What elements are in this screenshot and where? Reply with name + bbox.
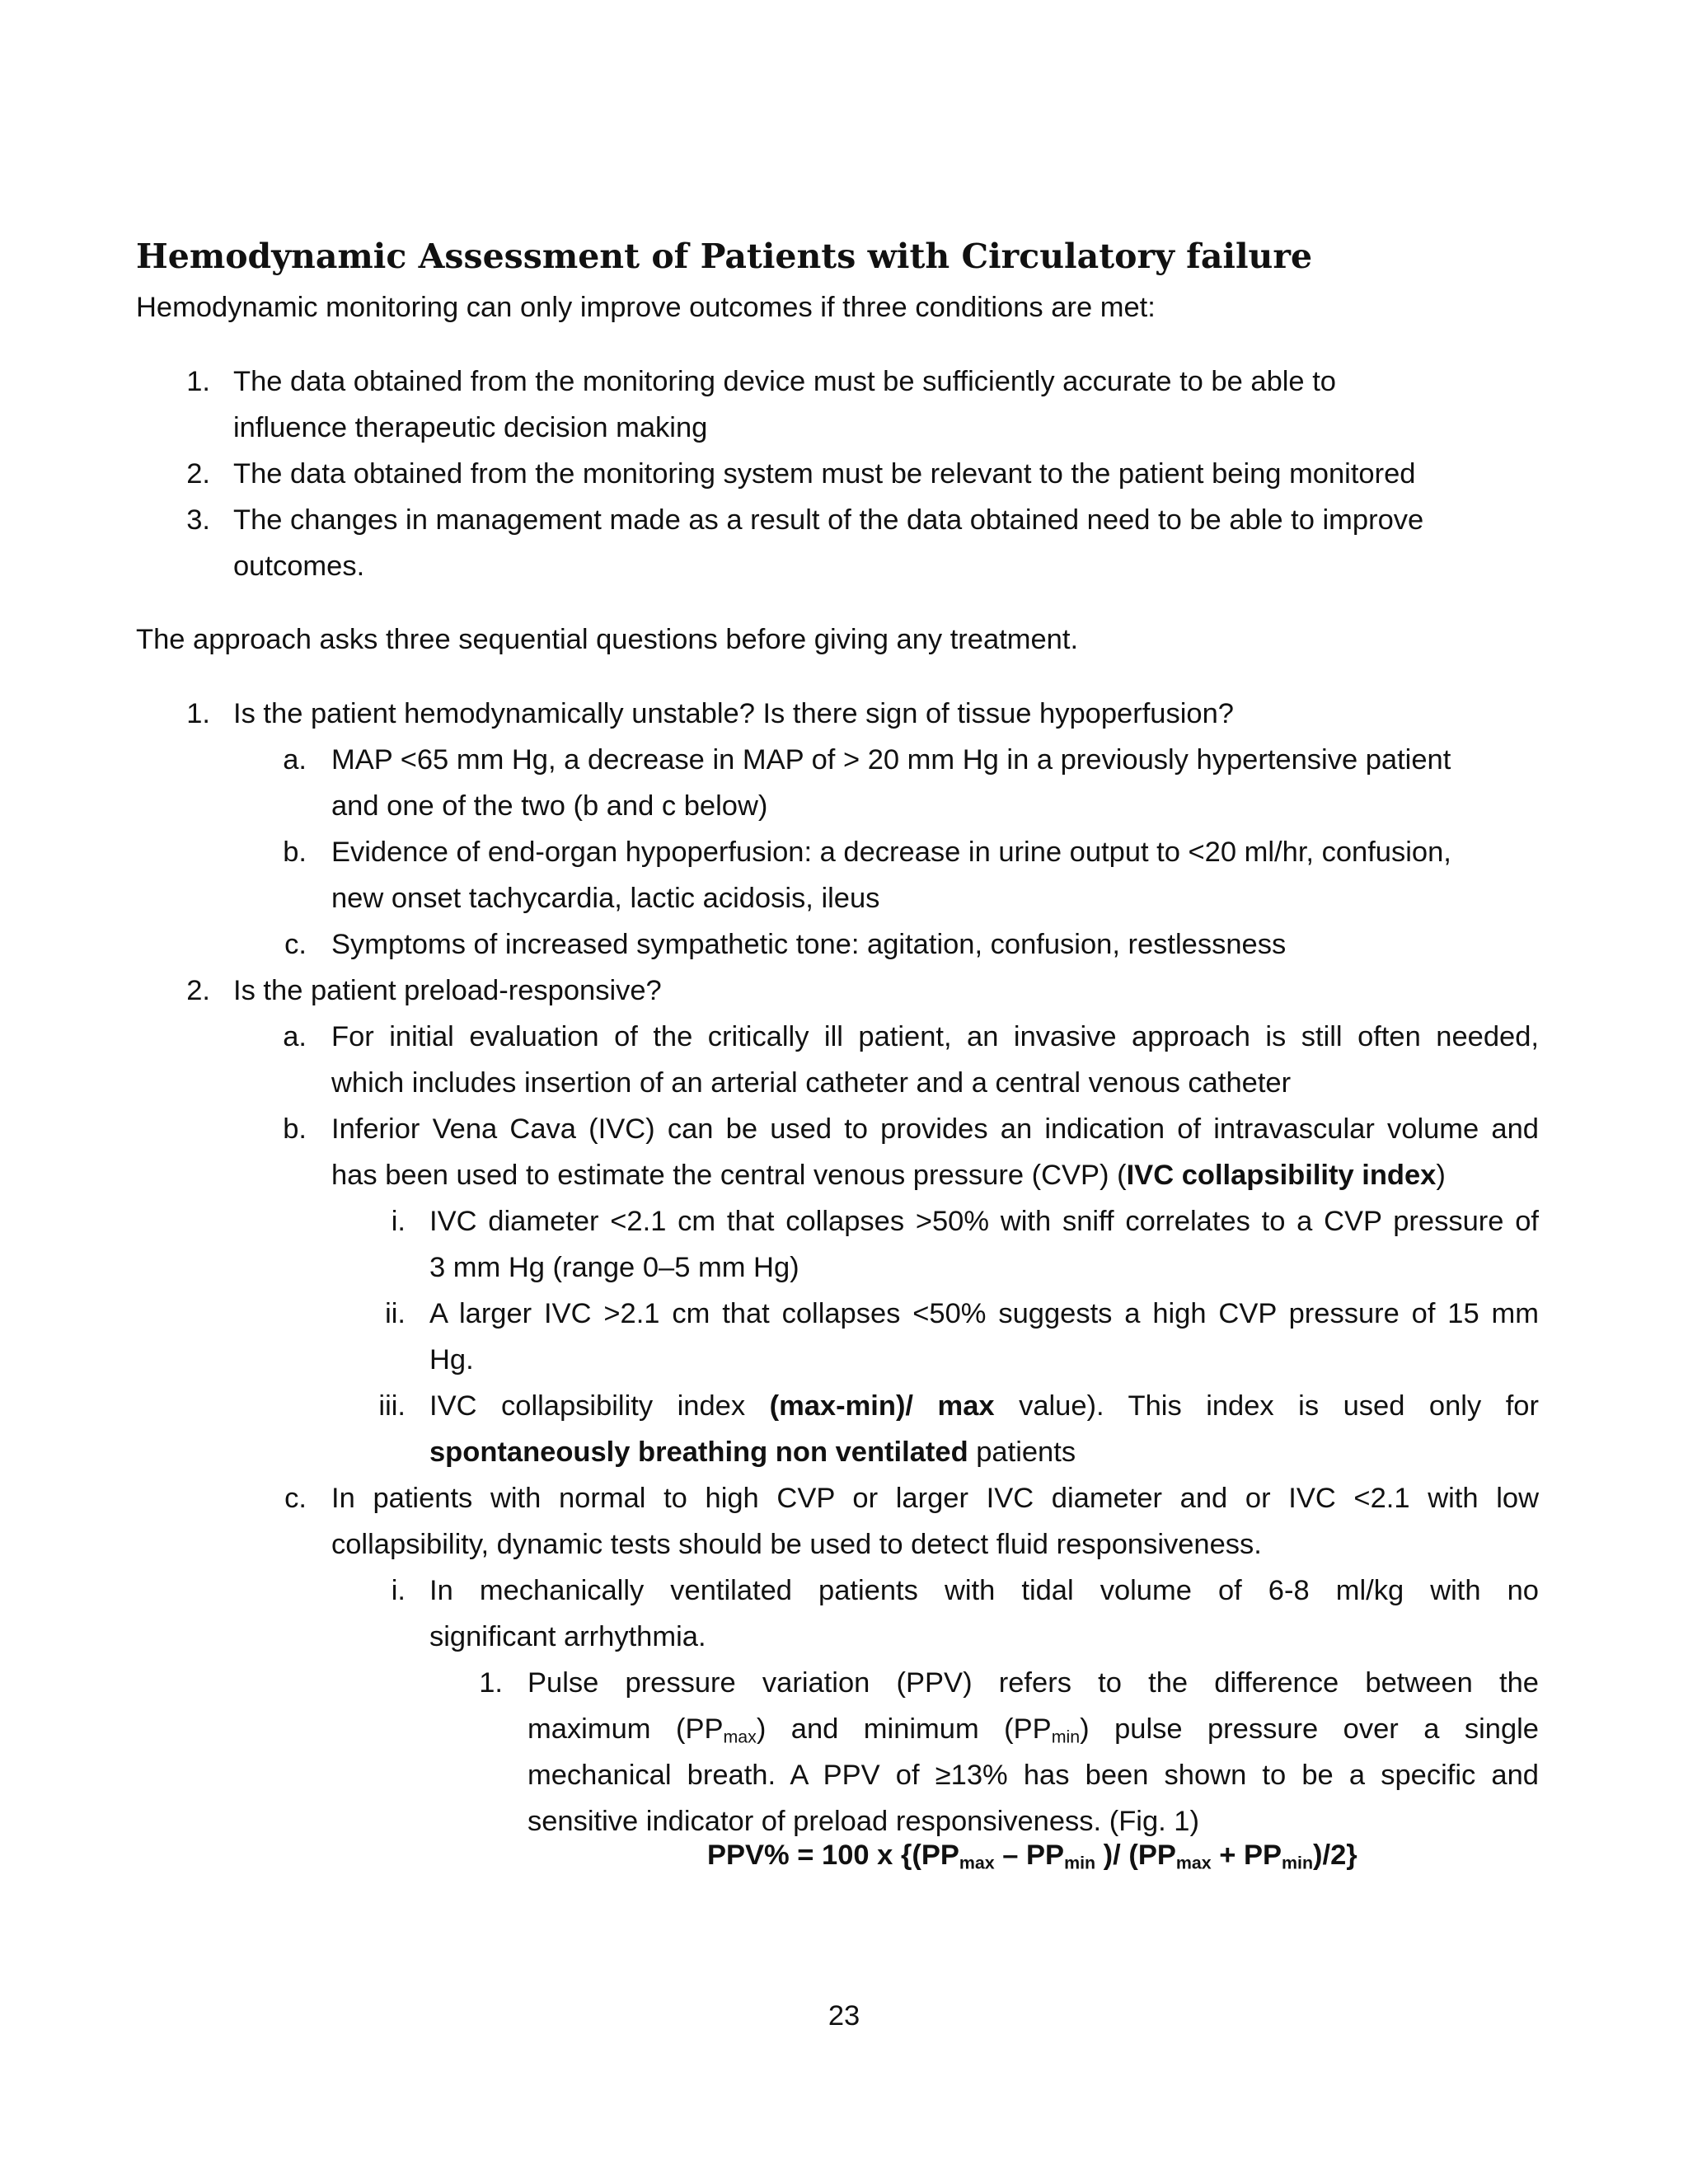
ppv-item-number: 1. xyxy=(479,1667,503,1699)
q2-b-ii-line-1: A larger IVC >2.1 cm that collapses <50% suggests a high CVP pressure of 15 mm xyxy=(429,1298,1539,1329)
condition-2-number: 2. xyxy=(186,458,210,490)
q2-c-label: c. xyxy=(284,1483,307,1514)
formula-part-2: – PP xyxy=(994,1840,1065,1871)
q2-c-line-2: collapsibility, dynamic tests should be used to detect fluid responsiveness. xyxy=(331,1529,1262,1560)
ppv-line-3: mechanical breath. A PPV of ≥13% has been shown to be a specific and xyxy=(528,1760,1539,1791)
ppv-line-2-part-2: ) and minimum (PP xyxy=(756,1713,1052,1745)
q2-b-iii-text-2: value). This index is used only for xyxy=(994,1390,1539,1422)
q2-b-ii-label: ii. xyxy=(385,1298,406,1329)
q2-b-label: b. xyxy=(283,1113,307,1145)
page-title: Hemodynamic Assessment of Patients with Circulatory failure xyxy=(136,237,1313,276)
q2-c-i-line-2: significant arrhythmia. xyxy=(429,1621,706,1652)
question-2-text: Is the patient preload-responsive? xyxy=(233,975,662,1006)
spontaneous-breathing-term: spontaneously breathing non ventilated xyxy=(429,1436,968,1468)
formula-sub-1: max xyxy=(959,1853,995,1873)
q1-a-label: a. xyxy=(283,744,307,776)
q2-a-label: a. xyxy=(283,1021,307,1052)
condition-1-number: 1. xyxy=(186,366,210,397)
q1-a-line-2: and one of the two (b and c below) xyxy=(331,790,768,822)
intro-paragraph: Hemodynamic monitoring can only improve outcomes if three conditions are met: xyxy=(136,292,1156,323)
formula-sub-4: min xyxy=(1282,1853,1314,1873)
q2-b-iii-text-1: IVC collapsibility index xyxy=(429,1390,770,1422)
question-1-text: Is the patient hemodynamically unstable? Is there sign of tissue hypoperfusion? xyxy=(233,698,1234,729)
ppv-line-2-part-3: ) pulse pressure over a single xyxy=(1080,1713,1539,1745)
q2-b-iii-line-2 xyxy=(429,1429,1076,1475)
q1-b-line-1: Evidence of end-organ hypoperfusion: a decrease in urine output to <20 ml/hr, confusion, xyxy=(331,837,1451,868)
q2-b-i-line-1: IVC diameter <2.1 cm that collapses >50% with sniff correlates to a CVP pressure of xyxy=(429,1206,1539,1237)
q2-b-line-2-close: ) xyxy=(1436,1160,1446,1191)
q2-b-line-1: Inferior Vena Cava (IVC) can be used to provides an indication of intravascular volume and xyxy=(331,1113,1539,1145)
formula-sub-2: min xyxy=(1064,1853,1096,1873)
approach-paragraph: The approach asks three sequential questions before giving any treatment. xyxy=(136,624,1079,655)
q2-b-iii-text-3: patients xyxy=(968,1436,1076,1468)
q2-c-i-line-1: In mechanically ventilated patients with tidal volume of 6-8 ml/kg with no xyxy=(429,1575,1539,1606)
q2-a-line-1: For initial evaluation of the critically ill patient, an invasive approach is still often needed, xyxy=(331,1021,1539,1052)
q1-c-line-1: Symptoms of increased sympathetic tone: agitation, confusion, restlessness xyxy=(331,929,1287,960)
condition-1-line-1: The data obtained from the monitoring device must be sufficiently accurate to be able to xyxy=(233,366,1336,397)
ppv-line-1: Pulse pressure variation (PPV) refers to the difference between the xyxy=(528,1667,1539,1699)
q2-b-iii-label: iii. xyxy=(378,1390,406,1422)
ppv-line-4: sensitive indicator of preload responsiveness. (Fig. 1) xyxy=(528,1806,1199,1837)
condition-3-line-1: The changes in management made as a result of the data obtained need to be able to improve xyxy=(233,504,1424,536)
formula-part-4: + PP xyxy=(1211,1840,1282,1871)
q2-b-i-label: i. xyxy=(391,1206,406,1237)
ppv-formula xyxy=(0,1832,1688,1878)
formula-sub-3: max xyxy=(1175,1853,1212,1873)
q1-b-line-2: new onset tachycardia, lactic acidosis, ileus xyxy=(331,883,880,914)
ppv-sub-max: max xyxy=(723,1727,757,1747)
max-min-formula-term: (max-min)/ max xyxy=(769,1390,995,1422)
q2-b-ii-line-2: Hg. xyxy=(429,1344,474,1376)
ivc-collapsibility-index-term: IVC collapsibility index xyxy=(1126,1160,1437,1191)
formula-part-3: )/ (PP xyxy=(1095,1840,1176,1871)
q2-b-i-line-2: 3 mm Hg (range 0–5 mm Hg) xyxy=(429,1252,799,1283)
page-number: 23 xyxy=(828,2000,860,2032)
q2-b-iii-line-1 xyxy=(429,1383,1539,1429)
condition-3-line-2: outcomes. xyxy=(233,551,365,582)
ppv-sub-min: min xyxy=(1051,1727,1081,1747)
ppv-line-2 xyxy=(528,1706,1539,1752)
q1-a-line-1: MAP <65 mm Hg, a decrease in MAP of > 20 mm Hg in a previously hypertensive patient xyxy=(331,744,1451,776)
q2-c-line-1: In patients with normal to high CVP or larger IVC diameter and or IVC <2.1 with low xyxy=(331,1483,1539,1514)
formula-part-1: PPV% = 100 x {(PP xyxy=(707,1840,959,1871)
formula-part-5: )/2} xyxy=(1313,1840,1357,1871)
condition-3-number: 3. xyxy=(186,504,210,536)
q2-c-i-label: i. xyxy=(391,1575,406,1606)
question-2-number: 2. xyxy=(186,975,210,1006)
q2-a-line-2: which includes insertion of an arterial catheter and a central venous catheter xyxy=(331,1067,1292,1099)
condition-2-line-1: The data obtained from the monitoring system must be relevant to the patient being monitored xyxy=(233,458,1416,490)
ppv-line-2-part-1: maximum (PP xyxy=(528,1713,724,1745)
q1-c-label: c. xyxy=(284,929,307,960)
q2-b-line-2 xyxy=(331,1152,1446,1198)
question-1-number: 1. xyxy=(186,698,210,729)
q1-b-label: b. xyxy=(283,837,307,868)
condition-1-line-2: influence therapeutic decision making xyxy=(233,412,708,443)
q2-b-line-2-text: has been used to estimate the central venous pressure (CVP) ( xyxy=(331,1160,1127,1191)
